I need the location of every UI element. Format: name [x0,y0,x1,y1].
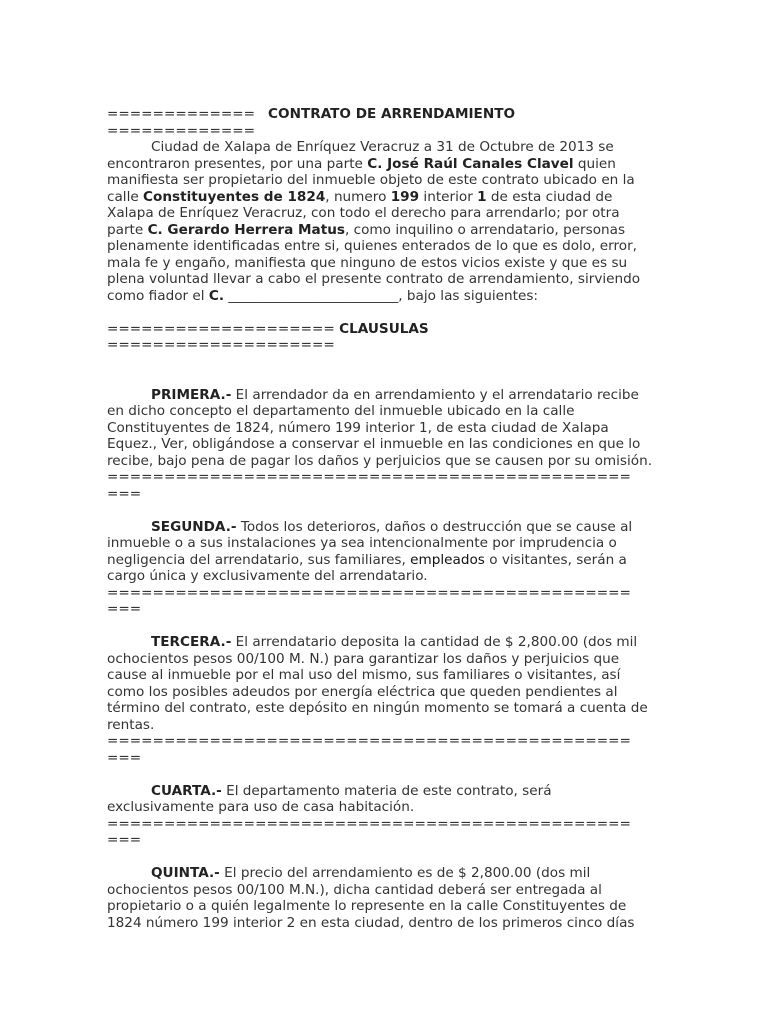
separator-rule-end: === [107,485,142,502]
separator-rule-end: === [107,601,142,617]
quinta-line-3: propietario o a quién legalmente lo represente en la calle Constituyentes de [107,898,627,914]
clausulas-header: ==================== CLAUSULAS [107,320,429,337]
title-rule-right: ============= [107,122,256,139]
primera-line-3: Constituyentes de 1824, número 199 interior 1, de esta ciudad de Xalapa [107,419,609,436]
tercera-line-5: término del contrato, este depósito en ningún momento se tomará a cuenta de [107,700,648,716]
empleados-word: empleados [410,551,485,568]
primera-line-5: recibe, bajo pena de pagar los daños y perjuicios que se causen por su omisión. [107,452,653,469]
separator-rule: ============================================== [107,815,631,832]
clausulas-rule: ==================== [107,337,335,353]
primera-line-1: PRIMERA.- El arrendador da en arrendamiento y el arrendatario recibe [151,386,639,403]
quinta-line-2: ochocientos pesos 00/100 M.N.), dicha cantidad deberá ser entregada al [107,881,602,898]
clause-label-primera: PRIMERA.- [151,386,232,403]
clause-label-cuarta: CUARTA.- [151,782,222,799]
clause-label-tercera: TERCERA.- [151,634,232,650]
street-name: Constituyentes de 1824 [143,188,326,205]
intro-line-2: encontraron presentes, por una parte C. José Raúl Canales Clavel quien [107,155,616,172]
clause-label-segunda: SEGUNDA.- [151,518,237,535]
contract-title: CONTRATO DE ARRENDAMIENTO [268,106,516,122]
guarantor-label: C. [208,287,225,304]
separator-rule-end: === [107,749,142,766]
landlord-name: C. José Raúl Canales Clavel [367,155,574,172]
intro-line-8: mala fe y engaño, manifiesta que ninguno de estos vicios existe y que es su [107,254,628,271]
contract-document [107,106,667,931]
tercera-line-1: TERCERA.- El arrendatario deposita la cantidad de $ 2,800.00 (dos mil [151,634,638,650]
intro-line-1: Ciudad de Xalapa de Enríquez Veracruz a 31 de Octubre de 2013 se [151,139,614,155]
separator-rule: ============================================== [107,584,631,601]
intro-line-7: plenamente identificadas entre si, quienes enterados de lo que es dolo, error, [107,238,637,254]
intro-line-10: como fiador el C. _________________________, bajo las siguientes: [107,287,539,304]
intro-line-3: manifiesta ser propietario del inmueble objeto de este contrato ubicado en la [107,172,635,188]
tercera-line-6: rentas. [107,716,155,733]
cuarta-line-2: exclusivamente para uso de casa habitación. [107,799,415,815]
clause-label-quinta: QUINTA.- [151,865,220,881]
separator-rule: ============================================== [107,469,631,485]
title-rule-left: ============= [107,106,256,122]
cuarta-line-1: CUARTA.- El departamento materia de este contrato, será [151,782,552,799]
segunda-line-3: negligencia del arrendatario, sus familiares, empleados o visitantes, serán a [107,551,627,568]
intro-line-5: Xalapa de Enríquez Veracruz, con todo el derecho para arrendarlo; por otra [107,205,620,221]
segunda-line-4: cargo única y exclusivamente del arrendatario. [107,568,428,584]
tercera-line-4: como los posibles adeudos por energía eléctrica que queden pendientes al [107,683,618,700]
segunda-line-2: inmueble o a sus instalaciones ya sea intencionalmente por imprudencia o [107,535,617,551]
quinta-line-4: 1824 número 199 interior 2 en esta ciudad, dentro de los primeros cinco días [107,914,635,931]
primera-line-2: en dicho concepto el departamento del inmueble ubicado en la calle [107,403,575,419]
title-line [107,106,667,123]
interior-number: 1 [477,188,487,205]
quinta-line-1: QUINTA.- El precio del arrendamiento es de $ 2,800.00 (dos mil [151,865,591,881]
intro-line-6: parte C. Gerardo Herrera Matus, como inquilino o arrendatario, personas [107,221,626,238]
intro-line-9: plena voluntad llevar a cabo el presente contrato de arrendamiento, sirviendo [107,271,641,287]
segunda-line-1: SEGUNDA.- Todos los deterioros, daños o destrucción que se cause al [151,518,633,535]
tenant-name: C. Gerardo Herrera Matus [147,221,345,238]
primera-line-4: Equez., Ver, obligándose a conservar el inmueble en las condiciones en que lo [107,436,641,452]
street-number: 199 [390,188,420,205]
separator-rule: ============================================== [107,733,631,749]
tercera-line-2: ochocientos pesos 00/100 M. N.) para garantizar los daños y perjuicios que [107,650,620,667]
tercera-line-3: cause al inmueble por el mal uso del mismo, sus familiares o visitantes, así [107,667,621,683]
clausulas-title: CLAUSULAS [339,320,429,337]
intro-line-4: calle Constituyentes de 1824, numero 199 interior 1 de esta ciudad de [107,188,613,205]
separator-rule-end: === [107,832,142,848]
